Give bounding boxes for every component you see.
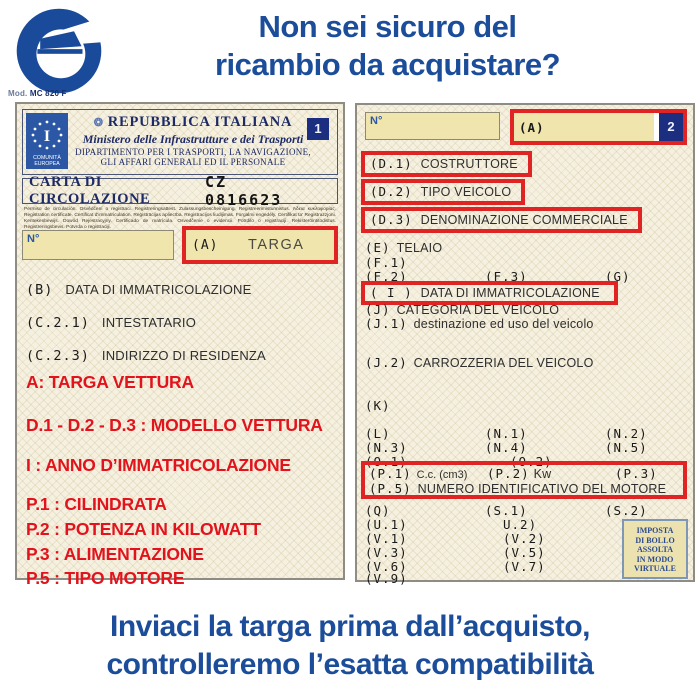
- multilingual-text: Permiso de circulación. Osvědčení o registraci. Registreringsattest. Zulassungsbescheinigung. Registreerimistunnistus. Άδεια κυκλοφορίας. Registration certificate. Certificat d'immatriculation. Reģistrācijas apliecība. Registracijos liudijimas. Forgalmi engedély. Certifikat ta' Registrazzjoni. Kentekenbewijs. Dowód Rejestracyjny. Certificado de matrícula. Osvedčenie o evidencii. Potrdilo o registraciji. Rekisteröintitodistus. Registreringsbevis. Potvrda o registraciji.: [24, 207, 336, 230]
- annotation-targa: A: TARGA VETTURA: [26, 372, 194, 392]
- annotation-anno: I : ANNO D’IMMATRICOLAZIONE: [26, 455, 291, 475]
- registration-document-page2: [355, 103, 695, 586]
- doc1-number-field: N°: [22, 230, 174, 260]
- field-code-A: (A): [192, 237, 219, 253]
- annotation-tipo-motore: P.5 : TIPO MOTORE: [26, 568, 185, 588]
- field-I-highlight: ( I ) DATA DI IMMATRICOLAZIONE: [361, 281, 618, 305]
- field-K: (K): [365, 398, 391, 413]
- doc1-header: [22, 109, 338, 175]
- annotation-potenza: P.2 : POTENZA IN KILOWATT: [26, 519, 261, 539]
- eu-community-badge-icon: [26, 113, 68, 169]
- field-row-F2-F3-G: (F.2) (F.3) (G): [365, 269, 631, 284]
- field-F1: (F.1): [365, 255, 408, 270]
- svg-text:I: I: [43, 128, 51, 145]
- field-row-V1-V2: (V.1) (V.2): [365, 531, 546, 546]
- doc2-plate-row: [365, 112, 687, 145]
- field-D1-highlight: (D.1) COSTRUTTORE: [361, 151, 532, 177]
- svg-text:EUROPEA: EUROPEA: [34, 161, 60, 167]
- doc1-plate-row: [22, 230, 338, 264]
- footer-line1: Inviaci la targa prima dall’acquisto,: [109, 610, 590, 643]
- field-row-U1-U2: (U.1) U.2): [365, 517, 538, 532]
- field-row-L-N1-N2: (L) (N.1) (N.2): [365, 426, 648, 441]
- annotation-modello: D.1 - D.2 - D.3 : MODELLO VETTURA: [26, 415, 323, 435]
- doc1-page-number-badge: 1: [307, 118, 329, 140]
- doc1-header-titles: [71, 110, 337, 174]
- field-row-N3-N4-N5: (N.3) (N.4) (N.5): [365, 440, 648, 455]
- plate-highlight-box: [182, 226, 338, 264]
- form-model-label: Mod. MC 820 F: [8, 89, 67, 98]
- field-row-V3-V5: (V.3) (V.5): [365, 545, 546, 560]
- field-D2-highlight: (D.2) TIPO VEICOLO: [361, 179, 525, 205]
- page-title: [125, 8, 650, 84]
- field-V9: (V.9): [365, 571, 408, 586]
- doc-title: CARTA DI CIRCOLAZIONE: [29, 174, 151, 207]
- department-line1: DIPARTIMENTO PER I TRASPORTI, LA NAVIGAZIONE,: [75, 147, 311, 157]
- field-row-Q-S1-S2: (Q) (S.1) (S.2): [365, 503, 648, 518]
- plate-label: TARGA: [248, 237, 305, 253]
- field-C23: (C.2.3) INDIRIZZO DI RESIDENZA: [26, 348, 266, 364]
- engine-fields-highlight: [361, 461, 687, 499]
- footer-line2: controlleremo l’esatta compatibilità: [106, 648, 594, 681]
- page-title-line1: Non sei sicuro del: [258, 9, 517, 44]
- plate-value-field: [514, 113, 654, 141]
- field-J2: (J.2) CARROZZERIA DEL VEICOLO: [365, 355, 594, 370]
- field-row-P1-P2-P3: (P.1) C.c. (cm3) (P.2) Kw (P.3): [369, 466, 658, 481]
- field-C21: (C.2.1) INTESTATARIO: [26, 315, 197, 331]
- field-J1: (J.1) destinazione ed uso del veicolo: [365, 316, 594, 331]
- italy-emblem-icon: ❂: [93, 117, 104, 129]
- svg-text:COMUNITÀ: COMUNITÀ: [33, 155, 61, 161]
- department-line2: GLI AFFARI GENERALI ED IL PERSONALE: [100, 157, 286, 167]
- doc-title-box: [22, 173, 338, 209]
- brand-logo-icon: [12, 4, 106, 98]
- annotation-cilindrata: P.1 : CILINDRATA: [26, 494, 167, 514]
- registration-document-page1: [15, 102, 345, 588]
- field-B: (B) DATA DI IMMATRICOLAZIONE: [26, 282, 252, 298]
- field-J: (J) CATEGORIA DEL VEICOLO: [365, 302, 560, 317]
- doc2-number-field: N°: [365, 112, 500, 140]
- ministry-title: Ministero delle Infrastrutture e dei Trasporti: [82, 132, 304, 146]
- plate-highlight-box-2: [510, 109, 687, 145]
- field-D3-highlight: (D.3) DENOMINAZIONE COMMERCIALE: [361, 207, 642, 233]
- doc2-page-number-badge: 2: [659, 113, 683, 141]
- page-title-line2: ricambio da acquistare?: [214, 47, 561, 82]
- republic-title: ❂ REPUBBLICA ITALIANA: [93, 114, 293, 130]
- doc-serial-number: CZ 0816623: [205, 173, 283, 209]
- field-E: (E) TELAIO: [365, 240, 443, 255]
- annotation-alimentazione: P.3 : ALIMENTAZIONE: [26, 544, 204, 564]
- field-code-A2: (A): [519, 119, 545, 135]
- field-row-O1-O2: (O.1) (O.2): [365, 454, 553, 469]
- field-row-V6-V7: (V.6) (V.7): [365, 559, 546, 574]
- field-P5: (P.5) NUMERO IDENTIFICATIVO DEL MOTORE: [369, 481, 667, 496]
- virtual-stamp-box: IMPOSTA DI BOLLO ASSOLTA IN MODO VIRTUALE: [622, 519, 688, 579]
